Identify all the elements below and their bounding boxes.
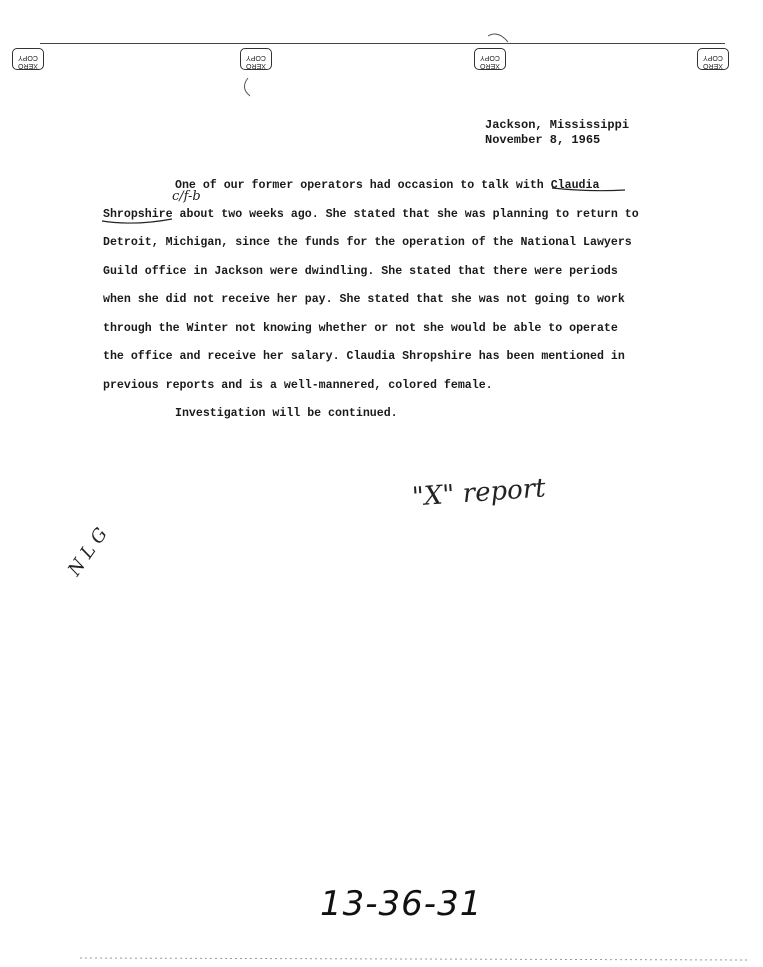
handwritten-margin-note: N L G <box>64 524 112 581</box>
hole-mark <box>488 34 508 42</box>
paragraph-2-text: Investigation will be continued. <box>175 407 398 420</box>
underline-mark <box>552 188 625 191</box>
xerox-stamp: XERO COPY <box>474 48 506 70</box>
handwritten-initials: c/f-b <box>172 189 201 204</box>
handwritten-report-note: "X" report <box>411 473 547 513</box>
xerox-stamp: XERO COPY <box>697 48 729 70</box>
xerox-stamp: XERO COPY <box>12 48 44 70</box>
bottom-edge <box>80 958 750 960</box>
hole-mark <box>244 78 250 96</box>
place: Jackson, Mississippi <box>485 118 630 132</box>
handwritten-document-number: 13-36-31 <box>320 884 483 924</box>
underline-mark <box>102 219 172 223</box>
xerox-stamp: XERO COPY <box>240 48 272 70</box>
date: November 8, 1965 <box>485 133 601 147</box>
paragraph-1-text: One of our former operators had occasion to talk with Claudia Shropshire about two weeks ago. She stated that she was planning to return to Detroit, Michigan, since the funds for the operation of the National Lawyers Guild office in Jackson were dwindling. She stated that there were periods when she did not receive her pay. She stated that she was not going to work through the Winter not knowing whether or not she would be able to operate the office and receive her salary. Claudia Shropshire has been mentioned in previous reports and is a well-mannered, colored female. <box>103 179 639 392</box>
